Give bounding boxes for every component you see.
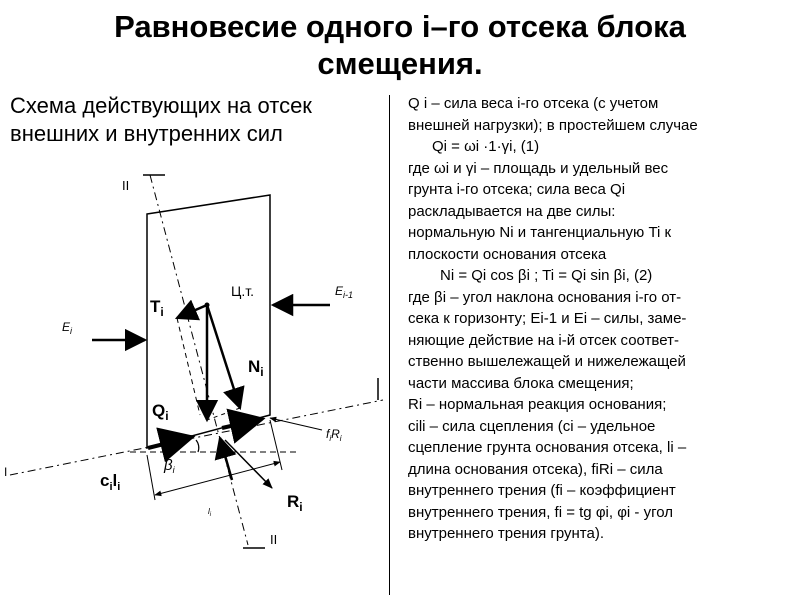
description-line: ственно вышележащей и нижележащей	[408, 353, 686, 370]
force-N-arrow	[207, 305, 240, 408]
description-line: внутреннего трения (fi – коэффициент	[408, 482, 676, 499]
length-dimension-line-2	[270, 420, 282, 470]
friction-label-arrow	[270, 418, 322, 430]
description-line: cili – сила сцепления (ci – удельное	[408, 417, 656, 435]
formula-1: Qi = ωi ·1·γi, (1)	[432, 138, 540, 155]
description-line: нормальную Ni и тангенциальную Ti к	[408, 224, 672, 241]
slide-title	[0, 8, 800, 82]
description-line: внутреннего трения грунта).	[408, 525, 605, 542]
length-dimension-line	[147, 455, 155, 500]
description-line: раскладывается на две силы:	[408, 202, 616, 220]
description-line: плоскости основания отсека	[408, 245, 607, 263]
force-T-arrow	[177, 305, 207, 318]
formula-2: Ni = Qi cos βi ; Ti = Qi sin βi, (2)	[440, 267, 653, 284]
slide-title-line-2: смещения.	[317, 46, 483, 81]
label-beta: $\beta_i$	[164, 457, 175, 475]
diagram-caption-line-1: Схема действующих на отсек	[10, 93, 312, 118]
label-Q: $Q_i$	[152, 401, 169, 423]
description-line: няющие действие на i-й отсек соответ-	[408, 331, 679, 349]
description-line: Q i – сила веса i-го отсека (с учетом	[408, 95, 659, 112]
description-line: где ωi и γi – площадь и удельный вес	[408, 159, 669, 177]
label-length: $l_i$	[208, 507, 212, 518]
description-line: где βi – угол наклона основания i-го от-	[408, 288, 682, 306]
slide-title-line-1: Равновесие одного i–го отсека блока	[114, 9, 686, 44]
label-E-i: $E_i$	[62, 320, 73, 336]
label-centroid: Ц.т.	[231, 283, 254, 299]
diagram-caption-line-2: внешних и внутренних сил	[10, 121, 283, 146]
force-friction-arrow	[222, 419, 262, 428]
section-label-bottom: II	[270, 532, 278, 547]
description-line: внешней нагрузки); в простейшем случае	[408, 116, 698, 134]
description-line: внутреннего трения, fi = tg φi, φi - угол	[408, 503, 674, 521]
description-line: сека к горизонту; Ei-1 и Ei – силы, заме-	[408, 310, 687, 327]
resultant-arrow	[225, 440, 272, 488]
left-mark-label: I	[4, 465, 8, 479]
description-line: длина основания отсека), fiRi – сила	[408, 460, 663, 478]
column-divider	[389, 95, 390, 595]
decomposition-guide-2	[207, 408, 240, 420]
label-R: $R_i$	[287, 492, 303, 514]
force-diagram	[0, 140, 390, 600]
beta-angle-arc	[196, 440, 199, 452]
description-line: грунта i-го отсека; сила веса Qi	[408, 181, 626, 198]
description-line: части массива блока смещения;	[408, 374, 634, 392]
label-friction: $f_iR_i$	[326, 427, 342, 443]
force-cohesion-arrow	[148, 437, 192, 448]
section-line	[150, 175, 248, 545]
centroid-point	[205, 303, 210, 308]
label-E-i-1: $E_{i-1}$	[335, 284, 354, 300]
description-line: сцепление грунта основания отсека, li –	[408, 439, 687, 456]
label-cohesion: $c_il_i$	[100, 471, 121, 493]
label-T: $T_i$	[150, 297, 164, 319]
description-text	[408, 93, 796, 545]
decomposition-guide-1	[177, 318, 200, 415]
section-label-top: II	[122, 178, 130, 193]
description-line: Ri – нормальная реакция основания;	[408, 396, 667, 413]
label-N: $N_i$	[248, 357, 264, 379]
